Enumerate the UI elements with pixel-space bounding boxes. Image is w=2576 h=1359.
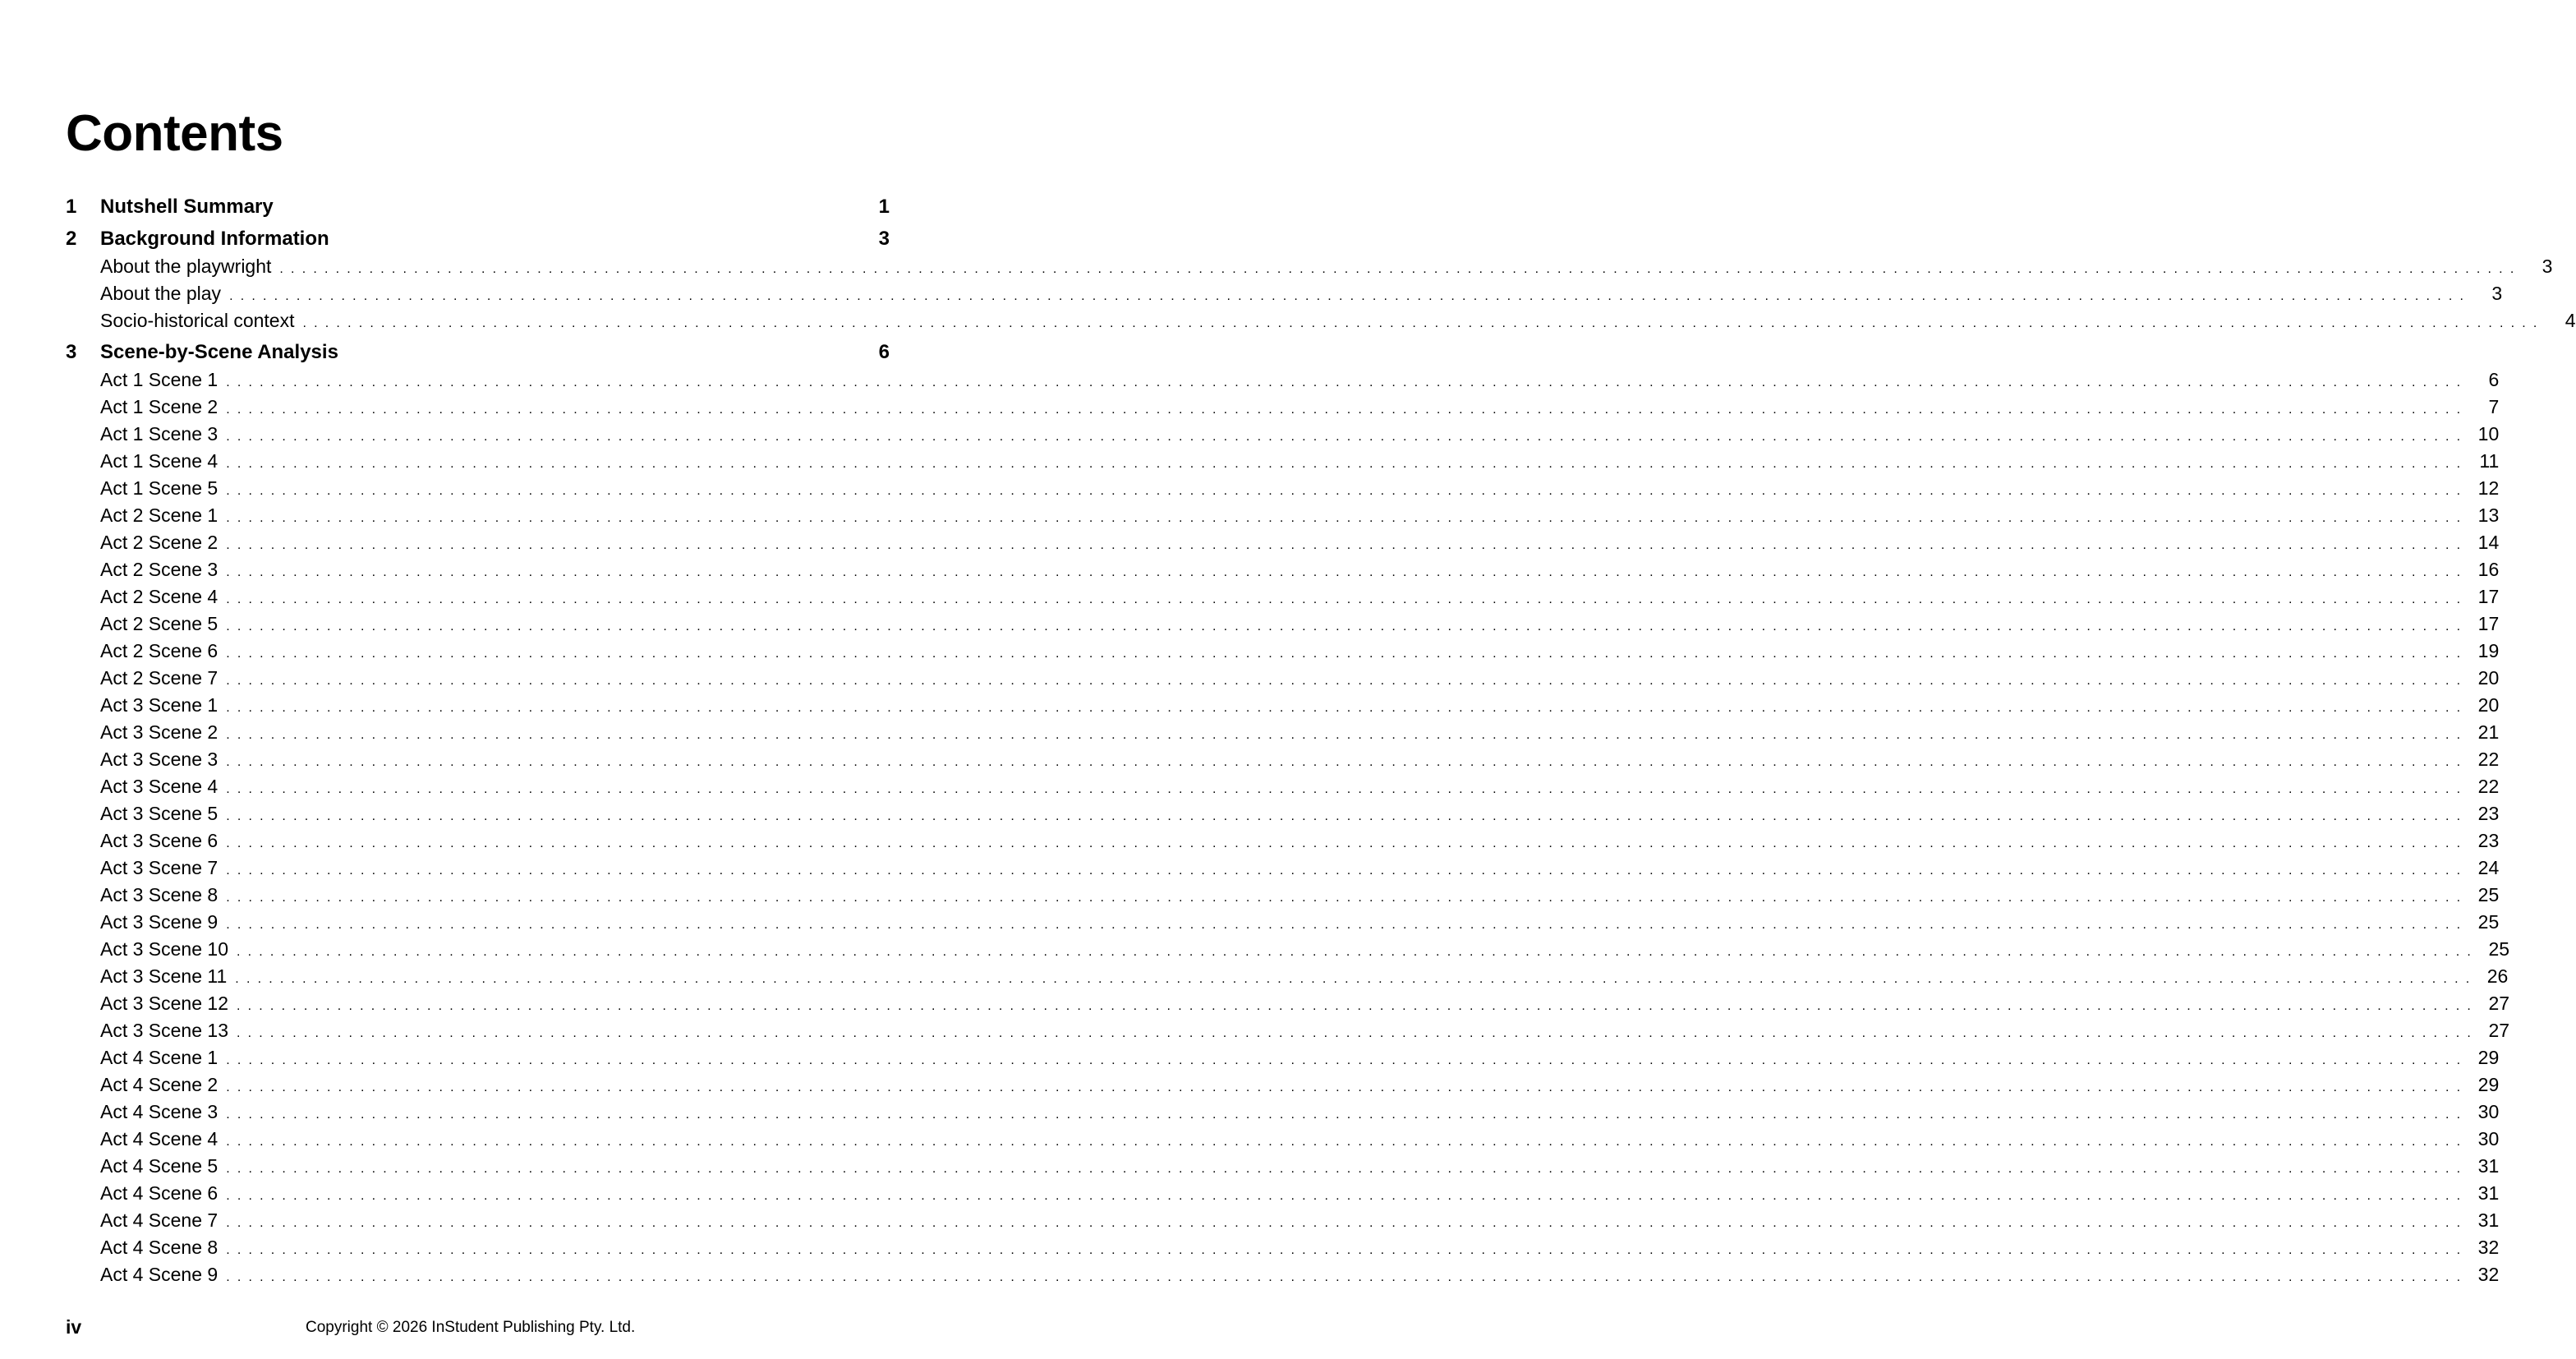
entry-title: Act 2 Scene 2 [100, 532, 218, 553]
entry-title: Act 3 Scene 4 [100, 776, 218, 797]
entry-page-number: 25 [2477, 911, 2500, 933]
table-of-contents [66, 193, 2576, 1288]
dot-leader: ........................................................................................................................................................................................................ [226, 457, 2468, 471]
toc-entry[interactable] [66, 394, 2500, 421]
toc-section [66, 339, 2510, 1288]
dot-leader: ........................................................................................................................................................................................................ [226, 1270, 2468, 1284]
toc-entry[interactable] [66, 556, 2500, 583]
dot-leader: ........................................................................................................................................................................................................ [302, 316, 2545, 330]
dot-leader: ........................................................................................................................................................................................................ [226, 1080, 2468, 1094]
entry-page-number: 20 [2477, 694, 2500, 716]
entry-page-number: 25 [2488, 938, 2510, 960]
copyright-notice: Copyright © 2026 InStudent Publishing Pty. Ltd. [306, 1319, 636, 1336]
dot-leader: ........................................................................................................................................................................................................ [235, 972, 2477, 986]
dot-leader: ........................................................................................................................................................................................................ [226, 375, 2468, 389]
toc-entry[interactable] [66, 1017, 2510, 1044]
toc-entry[interactable] [66, 448, 2500, 475]
dot-leader: ........................................................................................................................................................................................................ [226, 782, 2468, 796]
toc-entry[interactable] [66, 421, 2500, 448]
entry-title: Act 3 Scene 2 [100, 721, 218, 743]
entry-title: Socio-historical context [100, 310, 295, 331]
section-title: Scene-by-Scene Analysis [100, 341, 338, 363]
toc-entry[interactable] [66, 936, 2510, 963]
dot-leader: ........................................................................................................................................................................................................ [226, 1135, 2468, 1149]
toc-section-heading[interactable] [66, 225, 890, 253]
entry-title: Act 1 Scene 4 [100, 450, 218, 472]
entry-page-number: 11 [2479, 450, 2500, 472]
section-title: Nutshell Summary [100, 196, 274, 218]
entry-title: Act 2 Scene 1 [100, 504, 218, 526]
toc-entry[interactable] [66, 1207, 2500, 1234]
entry-title: Act 3 Scene 13 [100, 1020, 228, 1041]
dot-leader: ........................................................................................................................................................................................................ [229, 289, 2472, 303]
toc-entry[interactable] [66, 502, 2500, 529]
entry-page-number: 24 [2477, 857, 2500, 878]
toc-entry[interactable] [66, 719, 2500, 746]
entry-title: Act 2 Scene 7 [100, 667, 218, 689]
entry-title: Act 4 Scene 9 [100, 1264, 218, 1285]
entry-title: Act 3 Scene 8 [100, 884, 218, 905]
toc-entry[interactable] [66, 1234, 2500, 1261]
entry-page-number: 3 [2542, 256, 2553, 277]
dot-leader: ........................................................................................................................................................................................................ [226, 891, 2468, 905]
entry-page-number: 31 [2477, 1209, 2500, 1231]
entry-title: Act 2 Scene 3 [100, 559, 218, 580]
toc-entry[interactable] [66, 1044, 2500, 1071]
entry-page-number: 30 [2477, 1128, 2500, 1149]
entry-title: Act 4 Scene 3 [100, 1101, 218, 1122]
toc-entry[interactable] [66, 665, 2500, 692]
dot-leader: ........................................................................................................................................................................................................ [226, 701, 2468, 715]
toc-entry[interactable] [66, 307, 2576, 334]
entry-title: Act 4 Scene 2 [100, 1074, 218, 1095]
entry-title: Act 3 Scene 11 [100, 965, 228, 987]
entry-title: Act 2 Scene 6 [100, 640, 218, 661]
toc-section [66, 193, 890, 221]
toc-entry[interactable] [66, 963, 2509, 990]
dot-leader: ........................................................................................................................................................................................................ [226, 1189, 2468, 1203]
entry-title: About the playwright [100, 256, 272, 277]
entry-page-number: 22 [2477, 749, 2500, 770]
entry-page-number: 27 [2488, 1020, 2510, 1041]
entry-page-number: 32 [2477, 1264, 2500, 1285]
entry-page-number: 4 [2564, 310, 2576, 331]
toc-entry[interactable] [66, 773, 2500, 800]
entry-page-number: 32 [2477, 1237, 2500, 1258]
entry-page-number: 12 [2477, 477, 2500, 499]
dot-leader: ........................................................................................................................................................................................................ [226, 430, 2468, 444]
entry-title: Act 3 Scene 12 [100, 993, 228, 1014]
entry-title: Act 3 Scene 1 [100, 694, 218, 716]
section-page-number: 3 [878, 228, 890, 250]
toc-entry[interactable] [66, 1153, 2500, 1180]
entry-page-number: 3 [2491, 283, 2503, 304]
entry-page-number: 29 [2477, 1047, 2500, 1068]
toc-entry[interactable] [66, 746, 2500, 773]
entry-title: Act 2 Scene 4 [100, 586, 218, 607]
dot-leader: ........................................................................................................................................................................................................ [279, 262, 2522, 276]
toc-entry[interactable] [66, 280, 2503, 307]
toc-entry[interactable] [66, 1126, 2500, 1153]
dot-leader: ........................................................................................................................................................................................................ [226, 403, 2468, 417]
entry-page-number: 13 [2477, 504, 2500, 526]
section-page-number: 6 [878, 341, 890, 363]
entry-page-number: 31 [2477, 1182, 2500, 1204]
entry-title: Act 1 Scene 3 [100, 423, 218, 445]
dot-leader: ........................................................................................................................................................................................................ [226, 647, 2468, 661]
entry-page-number: 22 [2477, 776, 2500, 797]
entry-title: Act 3 Scene 10 [100, 938, 228, 960]
toc-entry[interactable] [66, 990, 2510, 1017]
entry-title: Act 3 Scene 3 [100, 749, 218, 770]
entry-page-number: 25 [2477, 884, 2500, 905]
dot-leader: ........................................................................................................................................................................................................ [226, 728, 2468, 742]
page-folio: iv [66, 1316, 82, 1338]
entry-page-number: 10 [2477, 423, 2500, 445]
dot-leader: ........................................................................................................................................................................................................ [237, 945, 2479, 959]
entry-title: Act 1 Scene 2 [100, 396, 218, 417]
dot-leader: ........................................................................................................................................................................................................ [237, 999, 2479, 1013]
dot-leader: ........................................................................................................................................................................................................ [226, 755, 2468, 769]
entry-page-number: 6 [2488, 369, 2500, 390]
entry-page-number: 21 [2477, 721, 2500, 743]
section-page-number: 1 [878, 196, 890, 218]
toc-section-heading[interactable] [66, 339, 890, 366]
dot-leader: ........................................................................................................................................................................................................ [226, 1162, 2468, 1176]
toc-entry[interactable] [66, 1261, 2500, 1288]
toc-entry[interactable] [66, 475, 2500, 502]
toc-entry[interactable] [66, 855, 2500, 882]
toc-entry[interactable] [66, 1071, 2500, 1099]
dot-leader: ........................................................................................................................................................................................................ [237, 1026, 2479, 1040]
entry-title: About the play [100, 283, 222, 304]
dot-leader: ........................................................................................................................................................................................................ [226, 538, 2468, 552]
section-title: Background Information [100, 228, 329, 250]
entry-page-number: 27 [2488, 993, 2510, 1014]
dot-leader: ........................................................................................................................................................................................................ [226, 484, 2468, 498]
toc-entry[interactable] [66, 827, 2500, 855]
entry-page-number: 31 [2477, 1155, 2500, 1177]
entry-page-number: 19 [2477, 640, 2500, 661]
entry-title: Act 4 Scene 5 [100, 1155, 218, 1177]
section-number: 3 [66, 341, 77, 363]
dot-leader: ........................................................................................................................................................................................................ [226, 1053, 2468, 1067]
entry-page-number: 29 [2477, 1074, 2500, 1095]
dot-leader: ........................................................................................................................................................................................................ [226, 565, 2468, 579]
page-title: Contents [66, 105, 283, 162]
toc-entry[interactable] [66, 583, 2500, 610]
dot-leader: ........................................................................................................................................................................................................ [226, 620, 2468, 633]
dot-leader: ........................................................................................................................................................................................................ [226, 592, 2468, 606]
entry-page-number: 16 [2477, 559, 2500, 580]
toc-section-heading[interactable] [66, 193, 890, 221]
dot-leader: ........................................................................................................................................................................................................ [226, 1216, 2468, 1230]
entry-page-number: 20 [2477, 667, 2500, 689]
toc-entry[interactable] [66, 253, 2553, 280]
entry-title: Act 3 Scene 5 [100, 803, 218, 824]
toc-entry[interactable] [66, 638, 2500, 665]
toc-entry[interactable] [66, 610, 2500, 638]
entry-title: Act 1 Scene 1 [100, 369, 218, 390]
entry-title: Act 4 Scene 6 [100, 1182, 218, 1204]
entry-page-number: 7 [2488, 396, 2500, 417]
entry-title: Act 4 Scene 8 [100, 1237, 218, 1258]
dot-leader: ........................................................................................................................................................................................................ [226, 918, 2468, 932]
dot-leader: ........................................................................................................................................................................................................ [226, 1108, 2468, 1122]
dot-leader: ........................................................................................................................................................................................................ [226, 1243, 2468, 1257]
entry-page-number: 14 [2477, 532, 2500, 553]
toc-entry[interactable] [66, 529, 2500, 556]
toc-entry[interactable] [66, 1099, 2500, 1126]
toc-entry[interactable] [66, 909, 2500, 936]
toc-entry[interactable] [66, 366, 2500, 394]
entry-title: Act 2 Scene 5 [100, 613, 218, 634]
entry-title: Act 4 Scene 1 [100, 1047, 218, 1068]
entry-title: Act 4 Scene 4 [100, 1128, 218, 1149]
toc-entry[interactable] [66, 800, 2500, 827]
entry-title: Act 1 Scene 5 [100, 477, 218, 499]
dot-leader: ........................................................................................................................................................................................................ [226, 674, 2468, 688]
entry-title: Act 3 Scene 6 [100, 830, 218, 851]
dot-leader: ........................................................................................................................................................................................................ [226, 864, 2468, 878]
toc-section [66, 225, 2576, 334]
entry-page-number: 17 [2477, 613, 2500, 634]
section-number: 2 [66, 228, 77, 250]
dot-leader: ........................................................................................................................................................................................................ [226, 809, 2468, 823]
toc-entry[interactable] [66, 882, 2500, 909]
dot-leader: ........................................................................................................................................................................................................ [226, 836, 2468, 850]
entry-page-number: 30 [2477, 1101, 2500, 1122]
toc-entry[interactable] [66, 692, 2500, 719]
entry-title: Act 3 Scene 9 [100, 911, 218, 933]
entry-page-number: 23 [2477, 830, 2500, 851]
section-number: 1 [66, 196, 77, 218]
toc-entry[interactable] [66, 1180, 2500, 1207]
page-footer [0, 1316, 958, 1341]
entry-page-number: 26 [2486, 965, 2509, 987]
entry-title: Act 3 Scene 7 [100, 857, 218, 878]
dot-leader: ........................................................................................................................................................................................................ [226, 511, 2468, 525]
entry-page-number: 17 [2477, 586, 2500, 607]
entry-page-number: 23 [2477, 803, 2500, 824]
entry-title: Act 4 Scene 7 [100, 1209, 218, 1231]
